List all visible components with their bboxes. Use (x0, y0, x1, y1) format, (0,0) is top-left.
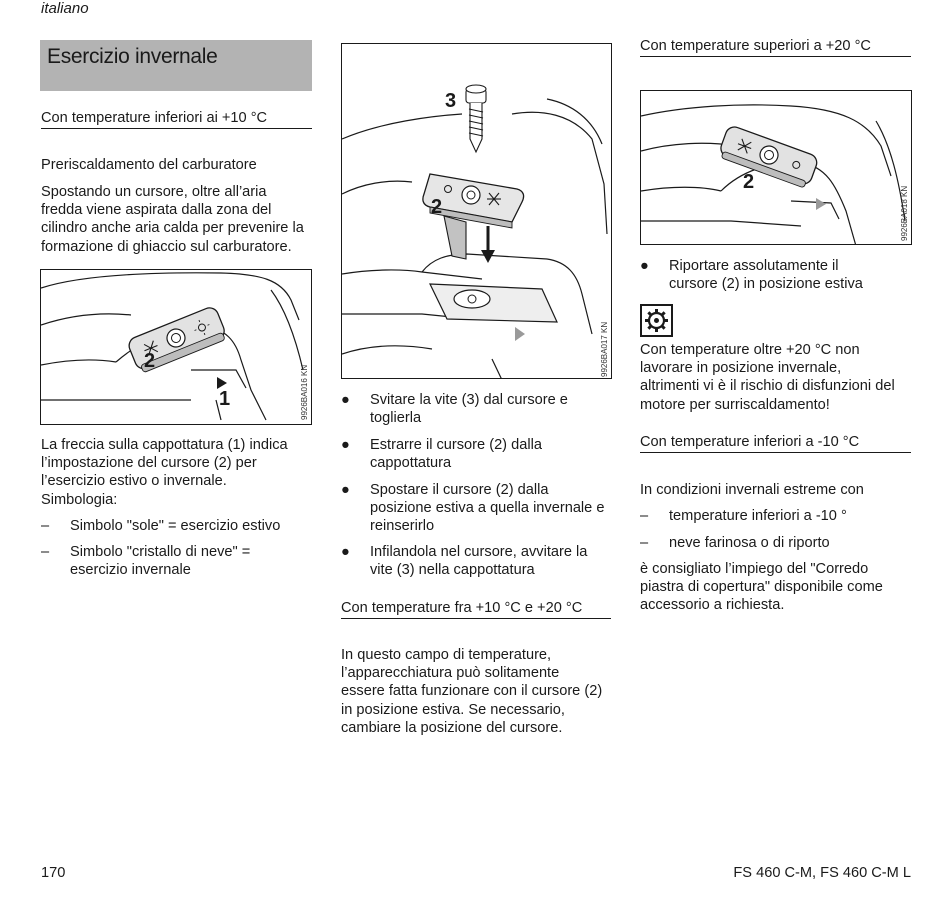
text-line: Spostando un cursore, oltre all’aria (41, 184, 267, 200)
text-line: è consigliato l’impiego del "Corredo (640, 561, 869, 577)
figure-code: 9926BA017 KN (600, 321, 609, 377)
figure-code: 9926BA016 KN (300, 364, 309, 420)
bullet-marker: ● (341, 544, 350, 560)
extreme-intro: In condizioni invernali estreme con (640, 482, 864, 498)
text-line: in posizione estiva. Se necessario, (341, 701, 565, 718)
figure-cursor-summer (40, 269, 312, 425)
engine-gear-icon (640, 304, 673, 337)
recommendation-paragraph (640, 560, 930, 615)
bullet-marker: ● (341, 437, 350, 453)
text-line: piastra di copertura" disponibile come (640, 579, 883, 596)
heading-below-minus-10: Con temperature inferiori a -10 °C (640, 434, 860, 450)
explanation-paragraph (41, 436, 321, 509)
dash-marker: – (41, 544, 50, 560)
list-text: Infilandola nel cursore, avvitare la (370, 544, 588, 560)
list-text: Simbolo "sole" = esercizio estivo (70, 518, 281, 534)
text-line: altrimenti vi è il rischio di disfunzioni del (640, 378, 895, 395)
bullet-marker: ● (640, 258, 649, 274)
text-line: essere fatta funzionare con il cursore (2) (341, 683, 603, 700)
text-line: l’esercizio estivo o invernale. (41, 473, 227, 490)
text-line: lavorare in posizione invernale, (640, 360, 842, 377)
figure-drawing (342, 44, 612, 379)
section-title: Esercizio invernale (47, 45, 218, 68)
intro-paragraph (41, 183, 321, 256)
figure-drawing (41, 270, 312, 425)
list-item (341, 481, 626, 539)
dash-marker: – (41, 518, 50, 534)
list-text: vite (3) nella cappottatura (370, 562, 535, 578)
list-item (341, 543, 621, 583)
model-name: FS 460 C-M, FS 460 C-M L (733, 865, 911, 881)
text-line: La freccia sulla cappottatura (1) indica (41, 437, 288, 453)
figure-cursor-removal (341, 43, 612, 379)
list-text: Svitare la vite (3) dal cursore e (370, 392, 568, 408)
list-item (341, 436, 621, 476)
text-line: accessorio a richiesta. (640, 597, 785, 614)
label-cursor: 2 (431, 196, 443, 218)
figure-cursor-summer-return (640, 90, 912, 245)
list-text: Simbolo "cristallo di neve" = (70, 544, 251, 560)
heading-rule (41, 128, 312, 129)
heading-between-10-20: Con temperature fra +10 °C e +20 °C (341, 600, 583, 616)
list-text: Spostare il cursore (2) dalla (370, 482, 549, 498)
page-number: 170 (41, 865, 66, 881)
heading-rule (640, 452, 911, 453)
text-line: l’impostazione del cursore (2) per (41, 455, 257, 472)
list-text: reinserirlo (370, 518, 435, 534)
text-line: l’apparecchiatura può solitamente (341, 665, 560, 682)
text-line: motore per surriscaldamento! (640, 396, 830, 413)
label-cursor: 2 (743, 171, 755, 193)
label-cursor: 2 (144, 350, 156, 372)
list-text: esercizio invernale (70, 562, 191, 578)
text-line: In questo campo di temperature, (341, 647, 552, 663)
label-arrow: 1 (219, 388, 231, 410)
list-text: cappottatura (370, 455, 452, 471)
bullet-marker: ● (341, 392, 350, 408)
heading-below-10: Con temperature inferiori ai +10 °C (41, 110, 268, 126)
text-line: fredda viene aspirata dalla zona del (41, 202, 272, 219)
text-line: formazione di ghiaccio sul carburatore. (41, 238, 292, 255)
list-text: temperature inferiori a -10 ° (669, 508, 847, 524)
range-paragraph (341, 646, 626, 737)
list-text: posizione estiva a quella invernale e (370, 500, 605, 516)
text-line: Con temperature oltre +20 °C non (640, 342, 860, 358)
list-item (341, 391, 621, 431)
section-title-box (40, 40, 312, 91)
list-item (41, 517, 321, 537)
list-item (41, 543, 321, 583)
label-screw: 3 (445, 90, 457, 112)
heading-above-20: Con temperature superiori a +20 °C (640, 38, 871, 54)
dash-marker: – (640, 508, 649, 524)
text-line: cambiare la posizione del cursore. (341, 719, 563, 736)
text-line: cilindro anche aria calda per prevenire la (41, 220, 304, 237)
list-text: Riportare assolutamente il (669, 258, 839, 274)
list-text: cursore (2) in posizione estiva (669, 276, 863, 292)
subheading-carburetor: Preriscaldamento del carburatore (41, 157, 257, 173)
list-text: neve farinosa o di riporto (669, 535, 830, 551)
list-item (640, 534, 925, 554)
list-item (640, 507, 925, 527)
figure-code: 9926BA018 KN (900, 185, 909, 241)
heading-rule (341, 618, 611, 619)
heading-rule (640, 56, 911, 57)
language-label: italiano (41, 0, 89, 17)
dash-marker: – (640, 535, 649, 551)
list-item (640, 257, 925, 297)
text-line: Simbologia: (41, 491, 118, 508)
notice-paragraph (640, 341, 930, 414)
list-text: toglierla (370, 410, 422, 426)
bullet-marker: ● (341, 482, 350, 498)
list-text: Estrarre il cursore (2) dalla (370, 437, 542, 453)
figure-drawing (641, 91, 912, 245)
